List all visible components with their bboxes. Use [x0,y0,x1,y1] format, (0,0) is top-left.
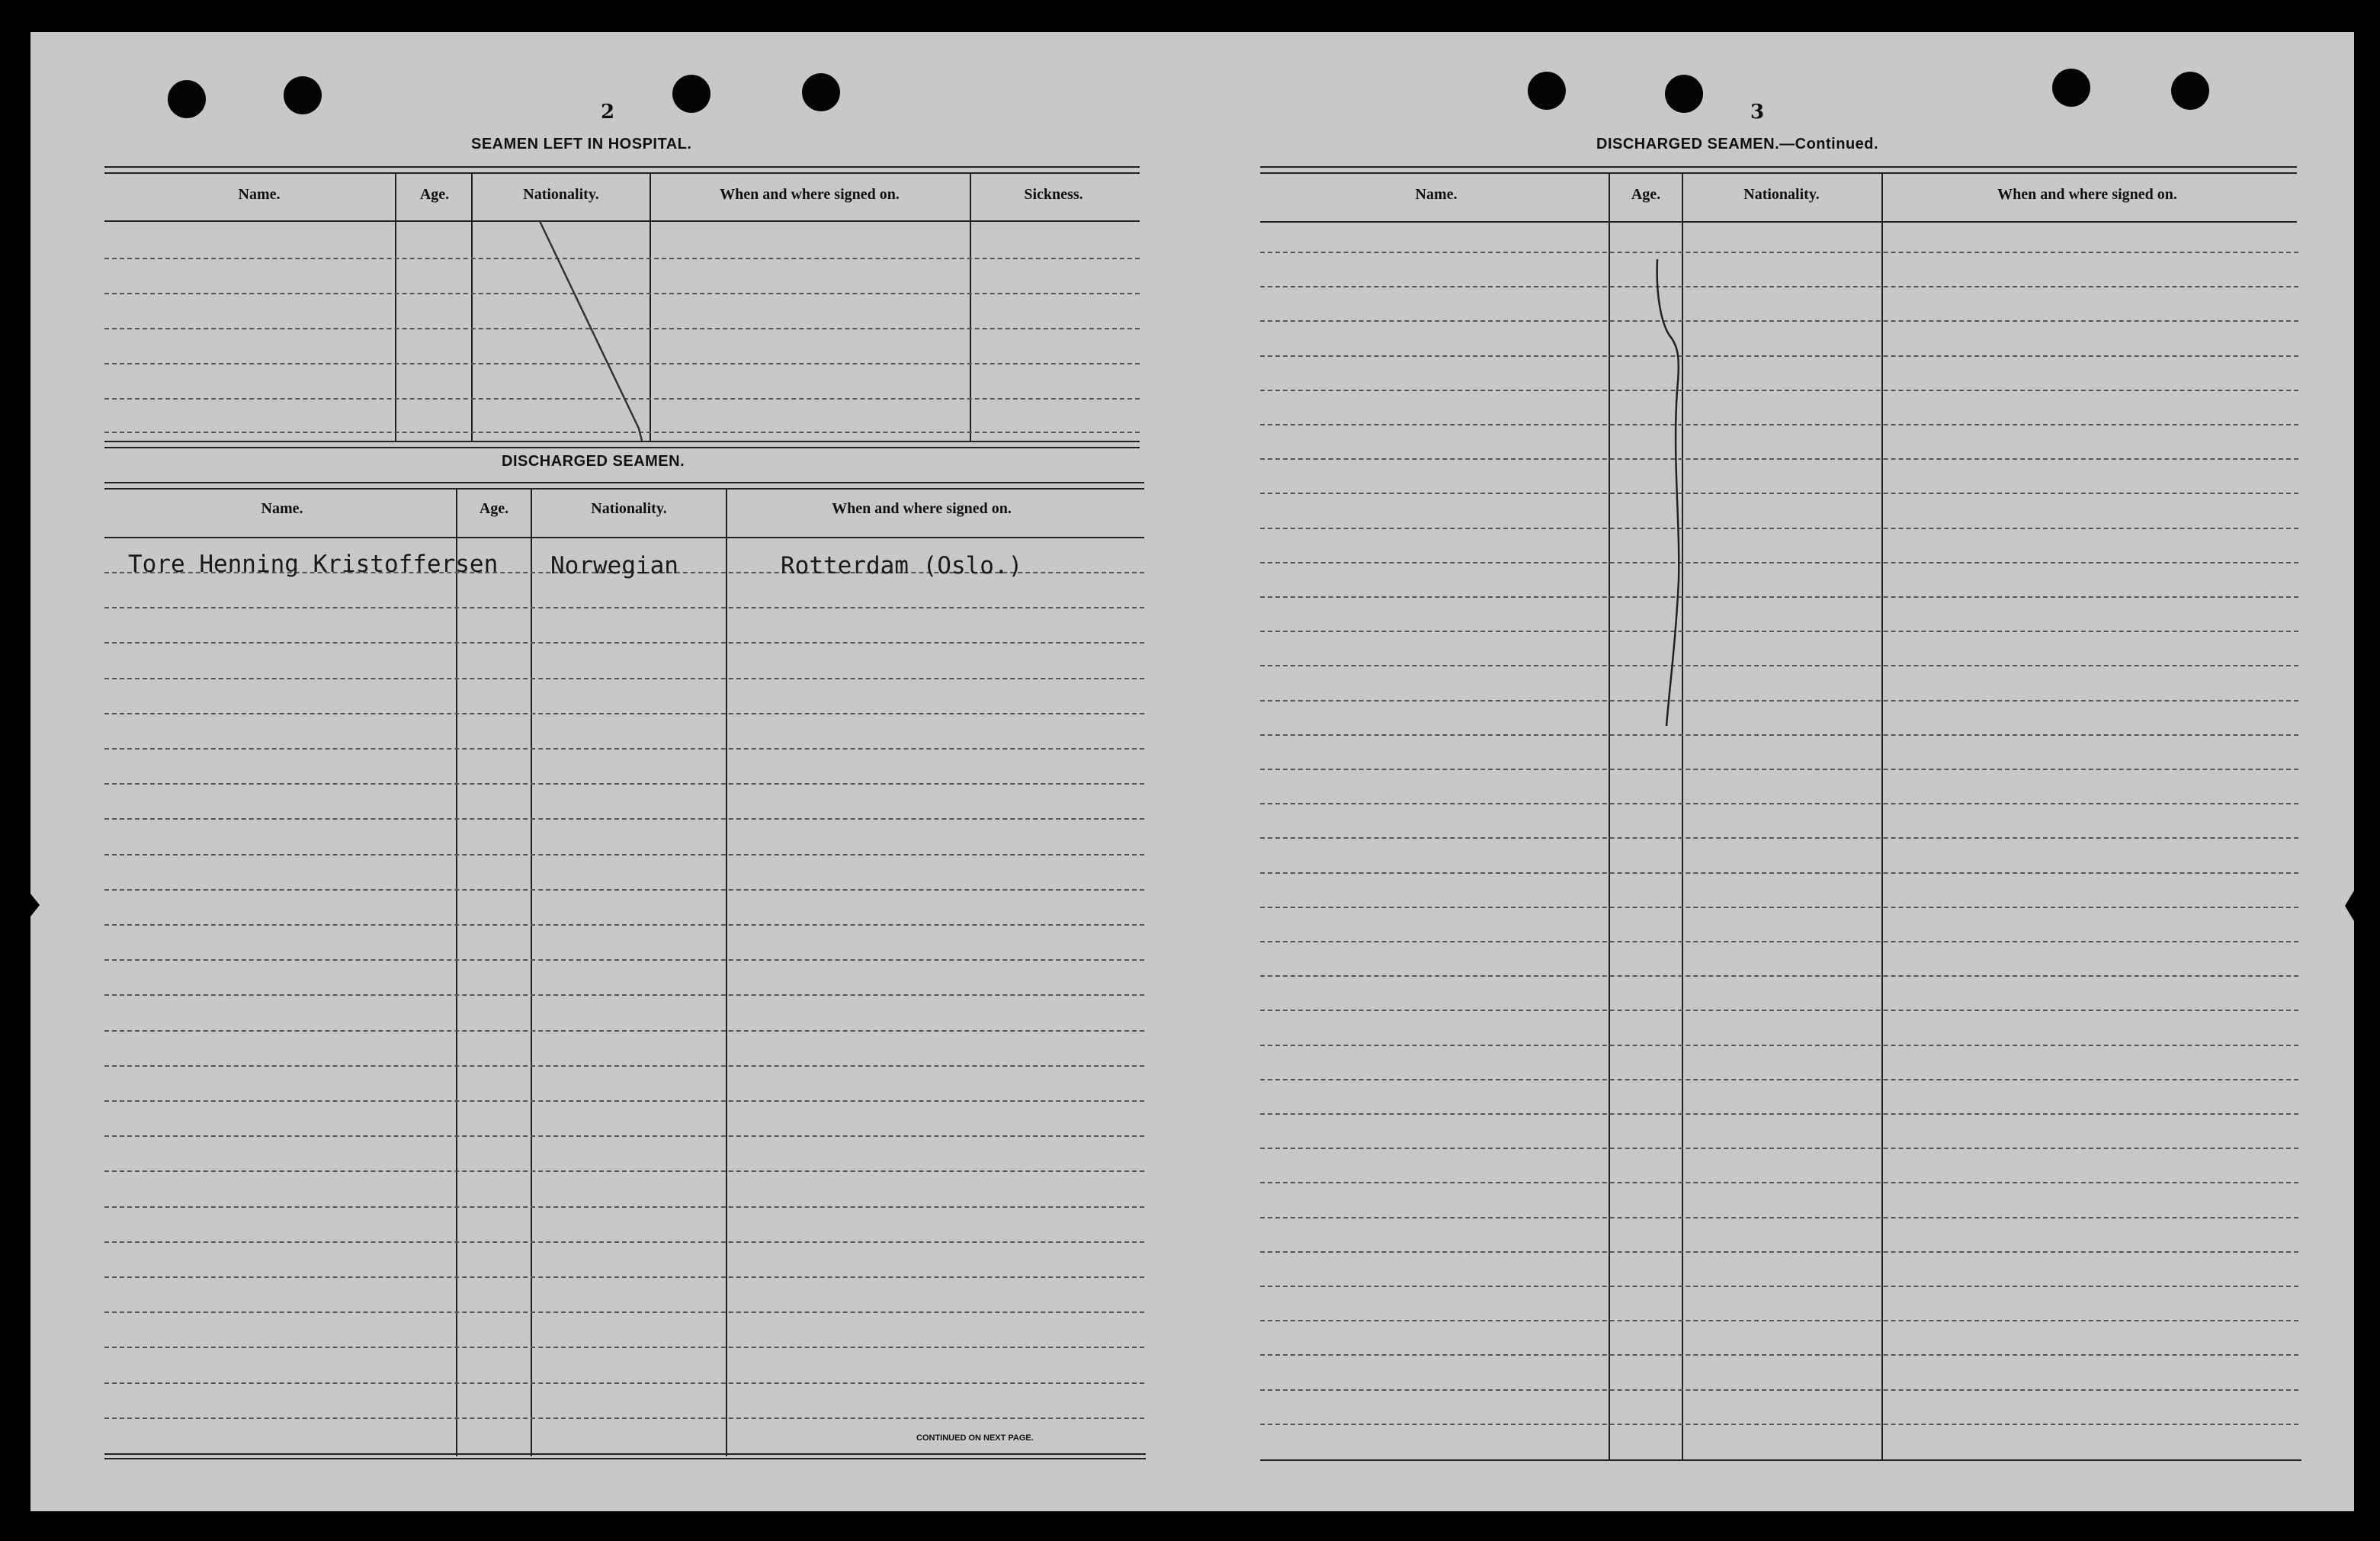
row-line [104,1417,1144,1419]
punch-hole [1528,72,1566,110]
punch-hole [1665,75,1703,113]
discharged-continued-title: DISCHARGED SEAMEN.—Continued. [1596,136,1879,152]
discharged-section-title: DISCHARGED SEAMEN. [502,453,685,470]
row-line [1260,1148,2298,1149]
table-top-rule [1260,166,2297,174]
header-rule [104,220,1140,222]
column-header-nationality: Nationality. [591,500,667,517]
column-divider [1609,172,1610,1459]
row-line [1260,424,2298,425]
column-header-sickness: Sickness. [1024,186,1083,203]
column-header-name: Name. [1415,186,1458,203]
punch-hole [284,76,322,114]
row-line [104,678,1144,679]
row-line [104,924,1144,926]
page-number: 3 [1750,101,1765,124]
row-line [104,1347,1144,1348]
row-line [104,1100,1144,1102]
row-line [1260,872,2298,874]
row-line [1260,837,2298,839]
hospital-section-title: SEAMEN LEFT IN HOSPITAL. [471,136,692,152]
continued-footer: CONTINUED ON NEXT PAGE. [916,1433,1034,1443]
row-line [104,1241,1144,1243]
row-line [104,854,1144,856]
row-line [1260,1251,2298,1253]
row-line [1260,390,2298,391]
row-line [104,1382,1144,1384]
row-line [104,1276,1144,1278]
punch-hole [168,80,206,118]
row-line [1260,286,2298,287]
punch-hole [2052,69,2090,107]
seaman-signed-on: Rotterdam (Oslo.) [781,552,1023,579]
row-line [1260,1010,2298,1011]
row-line [104,818,1144,820]
table-bottom-rule [1260,1459,2301,1461]
table-top-rule [104,482,1144,490]
row-line [1260,562,2298,563]
table-bottom-rule [104,441,1140,448]
row-line [1260,734,2298,736]
punch-hole [2171,72,2209,110]
row-line [1260,493,2298,494]
row-line [1260,355,2298,357]
column-divider [970,172,971,441]
row-line [104,783,1144,785]
row-line [104,889,1144,891]
row-line [1260,1424,2298,1425]
row-line [104,1135,1144,1137]
row-line [1260,941,2298,942]
row-line [104,642,1144,644]
table-bottom-rule [104,1453,1146,1455]
row-line [104,1206,1144,1208]
row-line [1260,975,2298,977]
pen-stroke [1188,32,1195,40]
column-divider [650,172,651,441]
row-line [1260,1045,2298,1046]
row-line [1260,700,2298,701]
row-line [104,959,1144,961]
row-line [1260,320,2298,322]
row-line [1260,1320,2298,1321]
row-line [1260,1389,2298,1391]
row-line [104,432,1140,433]
row-line [1260,458,2298,460]
row-line [1260,769,2298,770]
punch-hole [672,75,710,113]
column-header-signed-on: When and where signed on. [1997,186,2177,203]
row-line [104,607,1144,608]
row-line [1260,252,2298,253]
column-divider [395,172,396,441]
seaman-name: Tore Henning Kristoffersen [128,551,499,578]
column-divider [1881,172,1883,1459]
table-bottom-rule [104,1458,1146,1459]
left-page [30,32,1188,1511]
row-line [1260,803,2298,804]
row-line [104,293,1140,294]
row-line [104,1311,1144,1313]
punch-hole [802,73,840,111]
row-line [1260,1113,2298,1115]
row-line [1260,665,2298,666]
row-line [1260,1354,2298,1356]
header-rule [104,537,1144,538]
row-line [1260,1182,2298,1183]
row-line [1260,631,2298,632]
row-line [1260,1217,2298,1218]
column-header-signed-on: When and where signed on. [832,500,1012,517]
right-page [1188,32,2354,1511]
row-line [104,363,1140,364]
header-rule [1260,221,2297,223]
row-line [104,258,1140,259]
row-line [1260,528,2298,529]
pen-stroke [30,32,38,40]
row-line [1260,596,2298,598]
column-header-age: Age. [479,500,509,517]
column-header-name: Name. [261,500,303,517]
row-line [104,1170,1144,1172]
column-divider [471,172,473,441]
row-line [104,1065,1144,1067]
column-header-nationality: Nationality. [1743,186,1820,203]
row-line [1260,1286,2298,1287]
column-header-age: Age. [419,186,450,203]
row-line [104,748,1144,750]
column-header-name: Name. [238,186,281,203]
row-line [104,994,1144,996]
row-line [104,328,1140,329]
column-header-age: Age. [1631,186,1661,203]
row-line [1260,907,2298,908]
column-header-nationality: Nationality. [523,186,599,203]
column-header-signed-on: When and where signed on. [720,186,900,203]
row-line [104,713,1144,714]
row-line [104,1030,1144,1032]
table-top-rule [104,166,1140,174]
column-divider [1682,172,1683,1459]
row-line [104,398,1140,400]
row-line [1260,1079,2298,1080]
page-number: 2 [601,101,615,124]
seaman-nationality: Norwegian [550,552,678,579]
